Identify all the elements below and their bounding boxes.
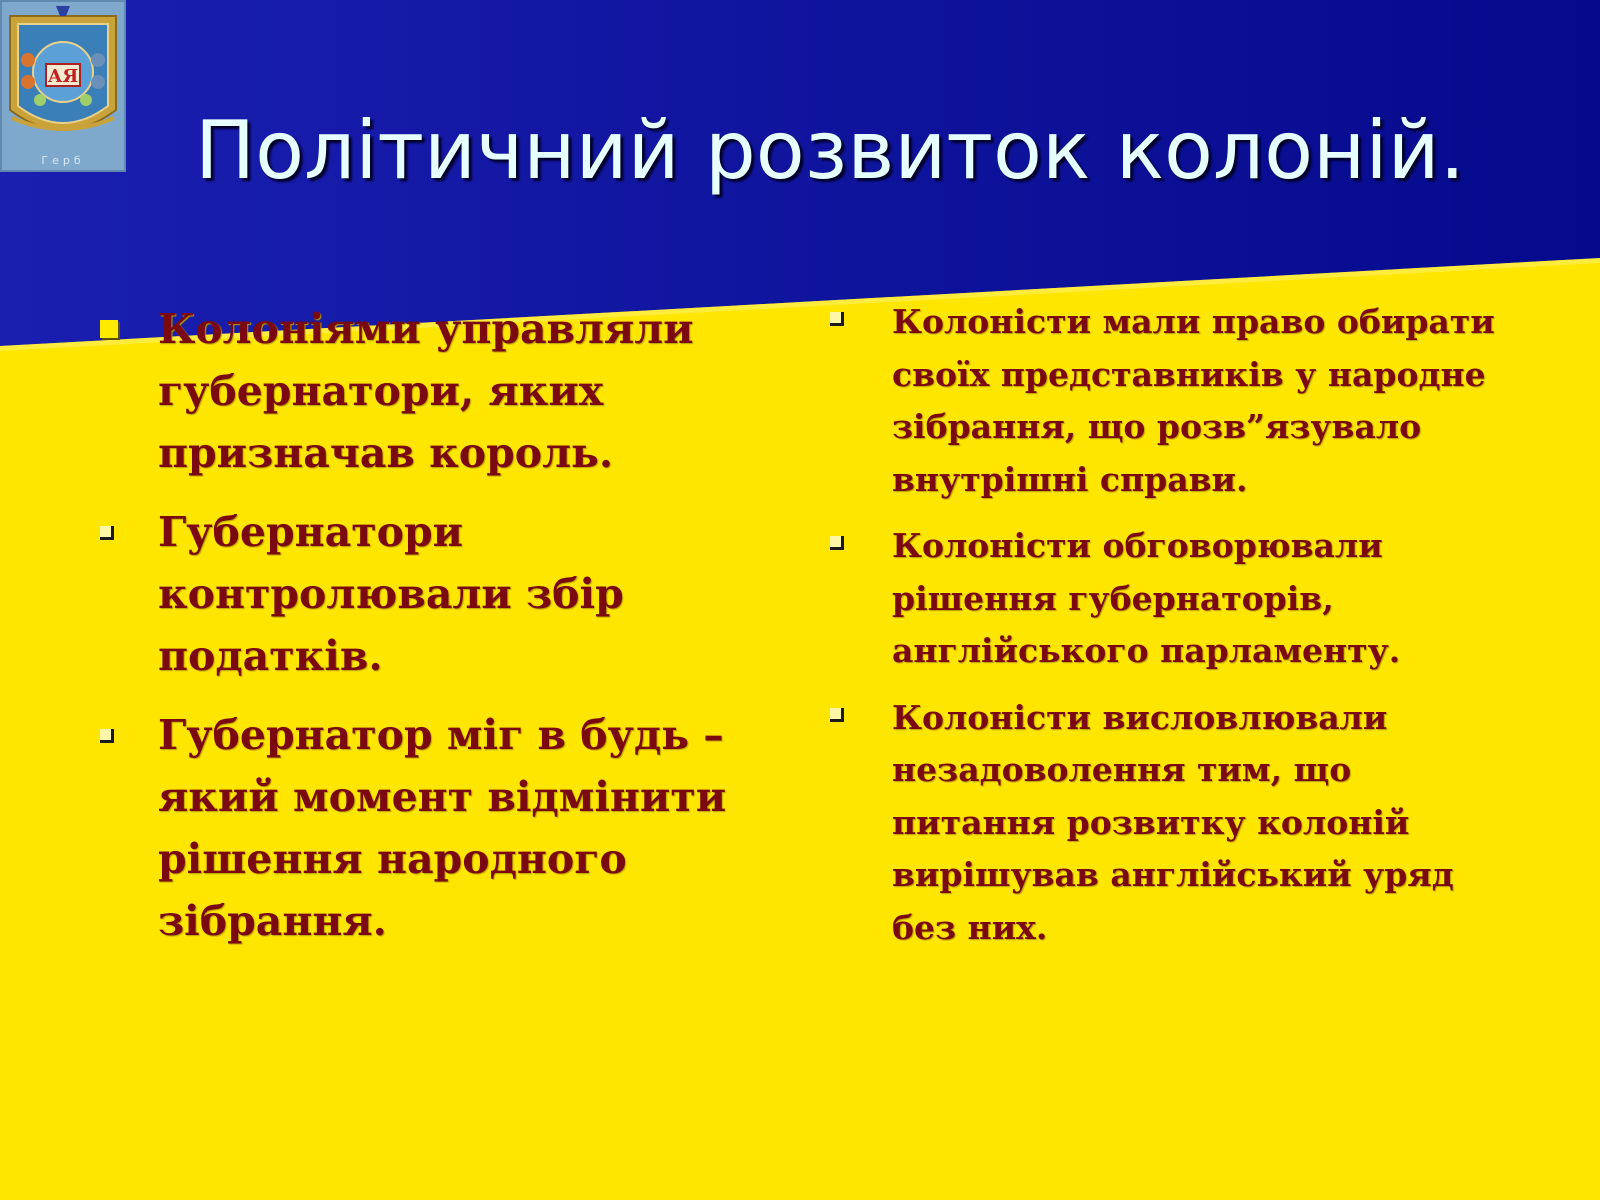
checkbox-bullet-icon (830, 536, 844, 550)
list-item (100, 704, 750, 952)
list-item (830, 520, 1520, 678)
slide-title: Політичний розвиток колоній. (194, 104, 1466, 197)
right-column-list (830, 296, 1520, 968)
left-column-list (100, 298, 750, 969)
list-item-text: Колоністи висловлювали незадоволення тим, що питання розвитку колоній вирішував англійський уряд без них. (892, 697, 1454, 947)
square-bullet-icon (100, 320, 118, 338)
checkbox-bullet-icon (100, 526, 114, 540)
list-item-text: Губернатори контролювали збір податків. (158, 508, 624, 680)
emblem-letters: АЯ (47, 66, 79, 87)
checkbox-bullet-icon (830, 312, 844, 326)
emblem-caption: Герб (41, 154, 85, 167)
list-item-text: Колоніями управляли губернатори, яких призначав король. (158, 305, 694, 477)
list-item-text: Губернатор міг в будь – який момент відмінити рішення народного зібрання. (158, 711, 727, 945)
list-item (100, 501, 750, 687)
checkbox-bullet-icon (830, 708, 844, 722)
list-item (830, 296, 1520, 506)
list-item (100, 298, 750, 484)
coat-of-arms-logo (0, 0, 126, 172)
checkbox-bullet-icon (100, 729, 114, 743)
list-item (830, 692, 1520, 955)
list-item-text: Колоністи обговорювали рішення губернаторів, англійського парламенту. (892, 526, 1401, 670)
list-item-text: Колоністи мали право обирати своїх представників у народне зібрання, що розв”язувало внутрішні справи. (892, 302, 1495, 499)
